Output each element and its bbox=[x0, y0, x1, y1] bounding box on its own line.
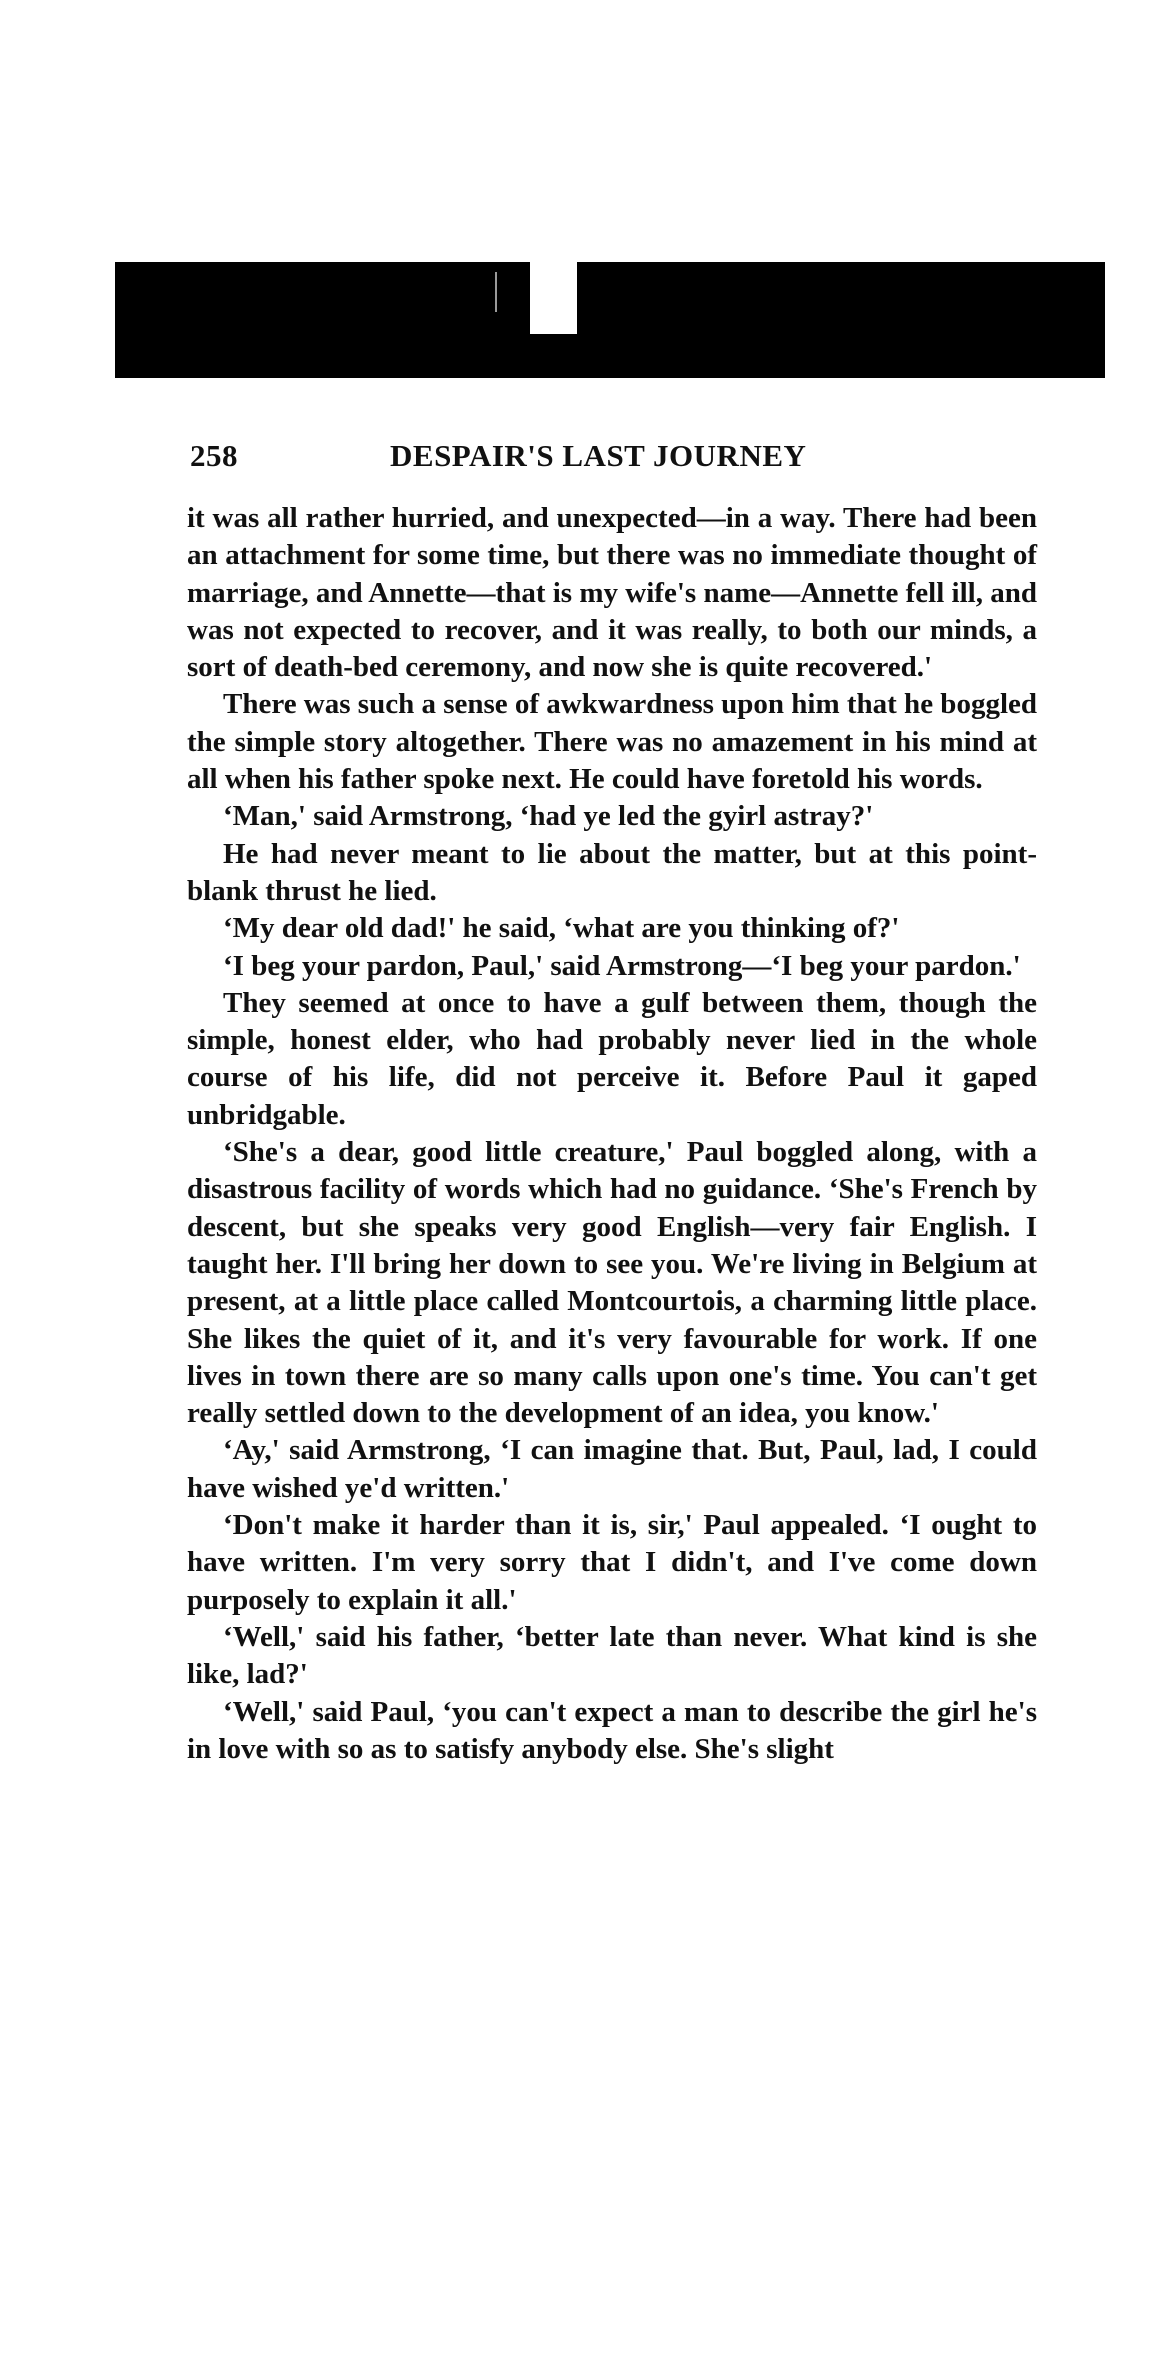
paragraph: There was such a sense of awkwardness upon him that he boggled the simple story altogether. There was no amazement in his mind at all when his father spoke next. He could have foretold his words. bbox=[187, 688, 1037, 796]
paragraph: ‘I beg your pardon, Paul,' said Armstrong—‘I beg your pardon.' bbox=[223, 949, 1021, 982]
paragraph: ‘She's a dear, good little creature,' Paul boggled along, with a disastrous facility of words which had no guidance. ‘She's French by descent, but she speaks very good English—very fair English. I taught her. I'll bring her down to see you. We're living in Belgium at present, at a little place called Montcourtois, a charming little place. She likes the quiet of it, and it's very favourable for work. If one lives in town there are so many calls upon one's time. You can't get really settled down to the development of an idea, you know.' bbox=[187, 1136, 1037, 1430]
paragraph: ‘Don't make it harder than it is, sir,' Paul appealed. ‘I ought to have written. I'm very sorry that I didn't, and I've come down purposely to explain it all.' bbox=[187, 1509, 1037, 1616]
scan-notch bbox=[530, 262, 577, 334]
paragraph: ‘Well,' said Paul, ‘you can't expect a man to describe the girl he's in love with so as to satisfy anybody else. She's slight bbox=[187, 1695, 1037, 1765]
page-number: 258 bbox=[190, 438, 238, 473]
paragraph: it was all rather hurried, and unexpected—in a way. There had been an attachment for some time, but there was no immediate thought of marriage, and Annette—that is my wife's name—Annette fell ill, and was not expected to recover, and it was really, to both our minds, a sort of death-bed ceremony, and now she is quite recovered.' bbox=[187, 502, 1037, 684]
paragraph: ‘Well,' said his father, ‘better late than never. What kind is she like, lad?' bbox=[187, 1620, 1037, 1691]
paragraph: He had never meant to lie about the matter, but at this point-blank thrust he lied. bbox=[187, 837, 1037, 907]
paragraph: ‘Ay,' said Armstrong, ‘I can imagine that. But, Paul, lad, I could have wished ye'd written.' bbox=[187, 1434, 1037, 1504]
paragraph: ‘Man,' said Armstrong, ‘had ye led the gyirl astray?' bbox=[223, 800, 874, 833]
paragraph: They seemed at once to have a gulf between them, though the simple, honest elder, who had probably never lied in the whole course of his life, did not perceive it. Before Paul it gaped unbridgable. bbox=[187, 986, 1037, 1131]
running-head bbox=[190, 438, 1035, 482]
running-title: DESPAIR'S LAST JOURNEY bbox=[390, 438, 807, 473]
paragraph: ‘My dear old dad!' he said, ‘what are you thinking of?' bbox=[223, 912, 900, 945]
scan-notch-edge bbox=[495, 272, 497, 312]
body-text bbox=[187, 500, 1037, 1768]
scan-margin-bar bbox=[115, 262, 1105, 378]
